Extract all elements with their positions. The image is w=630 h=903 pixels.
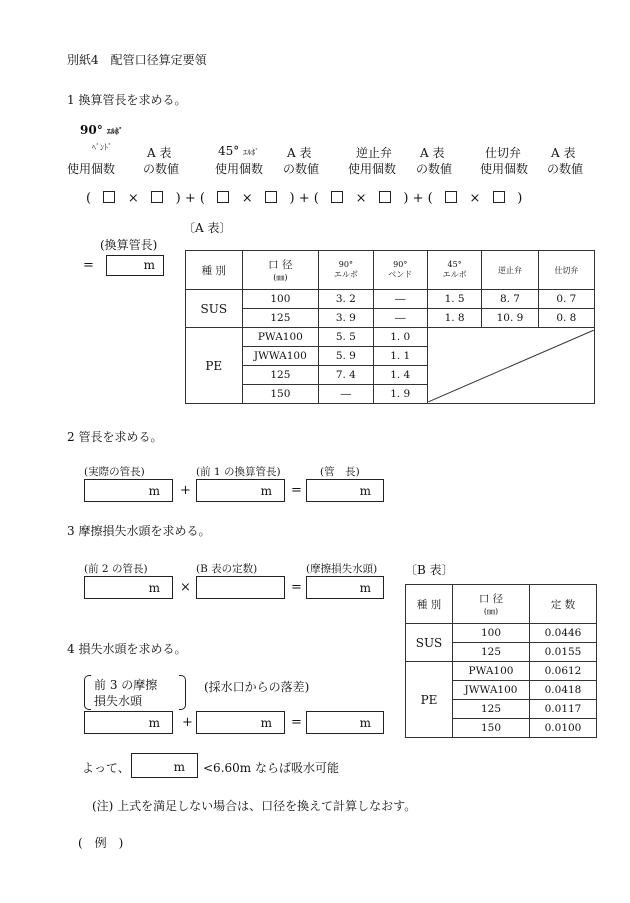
pipe-length-input[interactable]: m (306, 479, 384, 502)
check-valve-label: 逆止弁 (356, 146, 393, 160)
table-cell: 10. 9 (482, 309, 538, 328)
table-cell: 125 (242, 309, 319, 328)
table-cell: ― (373, 309, 427, 328)
a-value-label-4: の数値 (547, 162, 584, 176)
table-cell: 0.0446 (530, 624, 597, 643)
table-a-head-gate: 仕切弁 (538, 251, 594, 290)
therefore-label: よって、 (82, 761, 130, 775)
pipe-length-label: (管 長) (320, 466, 360, 478)
count-input-1[interactable] (103, 191, 115, 203)
table-a (185, 250, 595, 404)
table-cell: 0.0418 (530, 681, 597, 700)
bend-small-label: ﾍﾞﾝﾄﾞ (92, 143, 112, 152)
prev-conv-length-input[interactable]: m (196, 479, 285, 502)
table-cell: 0.0117 (530, 700, 597, 719)
gate-valve-label: 仕切弁 (485, 146, 522, 160)
table-cell: 150 (453, 719, 530, 738)
conversion-formula: ( × ) + ( × ) + ( × ) + ( × ) (86, 191, 523, 206)
a-value-label-3: の数値 (416, 162, 453, 176)
a-value-label-2: の数値 (283, 162, 320, 176)
value-input-4[interactable] (493, 191, 505, 203)
table-cell: 100 (453, 624, 530, 643)
table-cell: 3. 2 (319, 290, 373, 309)
table-cell: 0.0155 (530, 643, 597, 662)
prev-length-label: (前 2 の管長) (84, 563, 148, 575)
use-count-label-2: 使用個数 (215, 162, 264, 176)
count-input-3[interactable] (331, 191, 343, 203)
table-cell: 1. 8 (427, 309, 481, 328)
table-cell: 125 (453, 643, 530, 662)
a-value-label-1: の数値 (143, 162, 180, 176)
section-3-heading: 3 摩擦損失水頭を求める。 (67, 524, 211, 538)
table-a-pe: PE (186, 328, 243, 404)
friction-loss-label: (摩擦損失水頭) (306, 563, 378, 575)
table-a-na-cell (427, 328, 594, 404)
deg90-label: 90° ｴﾙﾎﾞ (80, 123, 123, 137)
table-b-head-type: 種 別 (406, 585, 453, 624)
table-b-sus: SUS (406, 624, 453, 662)
table-b-pe: PE (406, 662, 453, 738)
equals-sign: = (291, 483, 302, 498)
table-cell: PWA100 (242, 328, 319, 347)
table-cell: ― (373, 290, 427, 309)
result-head-loss-input[interactable]: m (131, 753, 198, 778)
converted-length-input[interactable]: m (106, 255, 164, 276)
table-row (406, 624, 597, 643)
friction-head-input[interactable]: m (84, 711, 173, 734)
page-title: 別紙4 配管口径算定要領 (67, 53, 207, 67)
use-count-label-1: 使用個数 (67, 162, 116, 176)
a-table-label-1: A 表 (147, 146, 172, 160)
table-a-head-45-elbow: 45° エルボ (427, 251, 481, 290)
converted-length-label: (換算管長) (100, 238, 158, 252)
table-cell: 0. 7 (538, 290, 594, 309)
table-row (186, 309, 595, 328)
table-cell: PWA100 (453, 662, 530, 681)
table-cell: 8. 7 (482, 290, 538, 309)
table-b (405, 584, 597, 738)
total-head-loss-input[interactable]: m (306, 711, 384, 734)
table-cell: 0.0100 (530, 719, 597, 738)
count-input-2[interactable] (217, 191, 229, 203)
table-b-caption: 〔B 表〕 (405, 563, 454, 577)
table-cell: 125 (453, 700, 530, 719)
table-cell: 1. 9 (373, 385, 427, 404)
table-cell: 1. 4 (373, 366, 427, 385)
plus-sign: + (180, 483, 191, 498)
table-a-head-check: 逆止弁 (482, 251, 538, 290)
elevation-drop-label: (採水口からの落差) (204, 680, 310, 694)
suction-condition: <6.60m ならば吸水可能 (203, 761, 339, 775)
table-a-caption: 〔A 表〕 (183, 221, 232, 235)
table-a-head-type: 種 別 (186, 251, 243, 290)
count-input-4[interactable] (445, 191, 457, 203)
table-row (186, 290, 595, 309)
value-input-2[interactable] (265, 191, 277, 203)
table-cell: JWWA100 (242, 347, 319, 366)
table-a-head-dia: 口 径 (㎜) (242, 251, 319, 290)
table-cell: 1. 1 (373, 347, 427, 366)
friction-loss-bracket-label: 前 3 の摩擦 損失水頭 (84, 675, 186, 709)
actual-length-label: (実際の管長) (84, 466, 145, 478)
diagonal-line (428, 330, 594, 402)
times-sign: × (180, 580, 191, 595)
use-count-label-4: 使用個数 (480, 162, 529, 176)
table-cell: 1. 0 (373, 328, 427, 347)
equals-sign: = (83, 258, 94, 273)
example-label: ( 例 ) (78, 836, 124, 850)
table-cell: 7. 4 (319, 366, 373, 385)
table-b-head-dia: 口 径 (㎜) (453, 585, 530, 624)
elevation-drop-input[interactable]: m (196, 711, 285, 734)
value-input-3[interactable] (379, 191, 391, 203)
a-table-label-2: A 表 (287, 146, 312, 160)
prev-length-input[interactable]: m (84, 576, 173, 599)
b-const-input[interactable] (196, 576, 285, 599)
table-cell: 1. 5 (427, 290, 481, 309)
table-a-head-90-elbow: 90° エルボ (319, 251, 373, 290)
a-table-label-3: A 表 (420, 146, 445, 160)
equals-sign: = (291, 580, 302, 595)
equals-sign: = (291, 715, 302, 730)
prev-conv-length-label: (前 1 の換算管長) (196, 466, 281, 478)
table-row (406, 662, 597, 681)
table-cell: 100 (242, 290, 319, 309)
section-1-heading: 1 換算管長を求める。 (67, 93, 187, 107)
table-row (186, 328, 595, 347)
table-cell: ― (319, 385, 373, 404)
table-cell: 0.0612 (530, 662, 597, 681)
use-count-label-3: 使用個数 (348, 162, 397, 176)
plus-sign: + (182, 715, 193, 730)
value-input-1[interactable] (151, 191, 163, 203)
note-text: (注) 上式を満足しない場合は、口径を換えて計算しなおす。 (92, 799, 417, 813)
table-cell: JWWA100 (453, 681, 530, 700)
table-cell: 3. 9 (319, 309, 373, 328)
section-2-heading: 2 管長を求める。 (67, 430, 163, 444)
a-table-label-4: A 表 (551, 146, 576, 160)
actual-length-input[interactable]: m (84, 479, 173, 502)
section-4-heading: 4 損失水頭を求める。 (67, 642, 187, 656)
table-a-sus: SUS (186, 290, 243, 328)
table-cell: 0. 8 (538, 309, 594, 328)
table-cell: 150 (242, 385, 319, 404)
table-cell: 5. 5 (319, 328, 373, 347)
deg45-label: 45° ｴﾙﾎﾞ (218, 144, 260, 158)
b-const-label: (B 表の定数) (196, 563, 258, 575)
table-a-head-90-bend: 90° ベンド (373, 251, 427, 290)
friction-loss-input[interactable]: m (306, 576, 384, 599)
table-cell: 125 (242, 366, 319, 385)
table-b-head-const: 定 数 (530, 585, 597, 624)
table-cell: 5. 9 (319, 347, 373, 366)
